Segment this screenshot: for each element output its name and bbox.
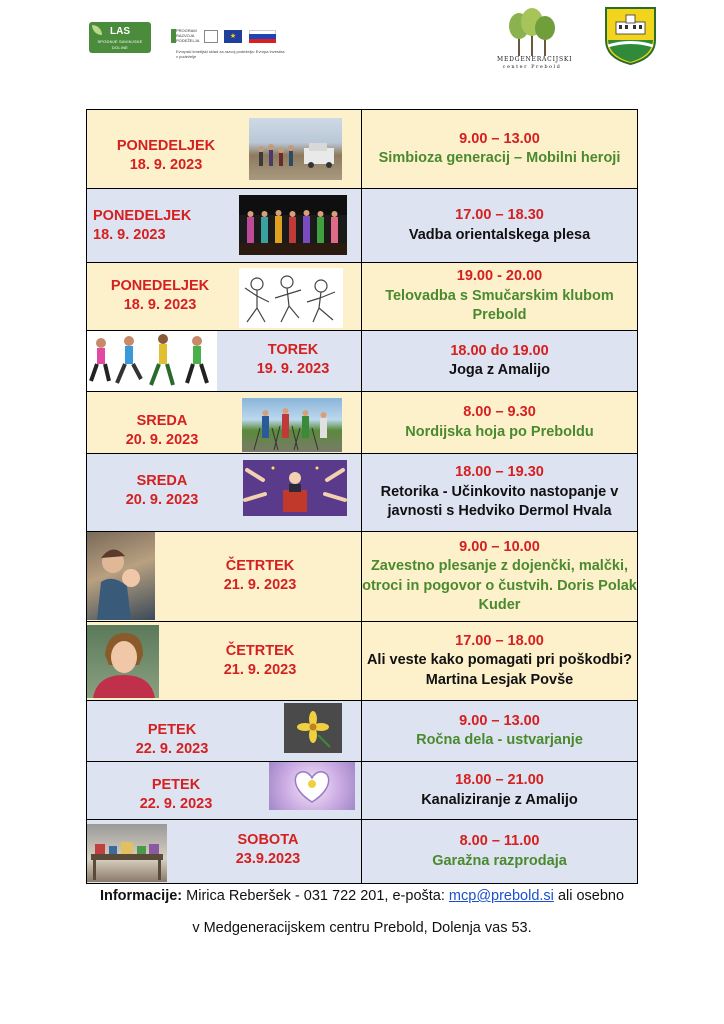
- day-label: [101, 472, 223, 510]
- date: 21. 9. 2023: [223, 577, 297, 593]
- mobile-heroes-photo: [249, 118, 342, 180]
- event-time: 17.00 – 18.30: [455, 207, 544, 223]
- date: 20. 9. 2023: [125, 492, 199, 508]
- day-label: [195, 642, 325, 680]
- prp-line-2: RAZVOJA: [176, 33, 195, 38]
- date: 23.9.2023: [235, 851, 301, 867]
- table-row: [87, 762, 638, 820]
- event-title: Nordijska hoja po Preboldu: [405, 423, 594, 440]
- date: 19. 9. 2023: [256, 361, 330, 377]
- weekday: PONEDELJEK: [93, 208, 192, 224]
- day-label: [209, 831, 327, 869]
- date: 18. 9. 2023: [123, 297, 197, 313]
- table-row: [87, 392, 638, 454]
- garage-sale-photo: [87, 824, 167, 882]
- table-row: [87, 701, 638, 762]
- date: 22. 9. 2023: [135, 741, 209, 757]
- day-cell: [87, 392, 362, 454]
- prp-line-3: PODEŽELJA: [176, 38, 200, 43]
- weekday: SREDA: [136, 473, 188, 489]
- page-header: [0, 0, 724, 100]
- rhetoric-illustration: [243, 460, 347, 516]
- day-cell: [87, 532, 362, 622]
- weekday: ČETRTEK: [225, 643, 295, 659]
- table-row: [87, 532, 638, 622]
- day-label: [109, 776, 243, 814]
- weekday: PETEK: [151, 777, 201, 793]
- event-cell: [362, 331, 638, 392]
- weekday: ČETRTEK: [225, 558, 295, 574]
- event-schedule-table: [86, 109, 638, 884]
- nordic-walking-photo: [242, 398, 342, 452]
- table-row: [87, 454, 638, 532]
- day-label: [101, 137, 231, 175]
- event-cell: [362, 392, 638, 454]
- portrait-photo: [87, 625, 159, 698]
- weekday: SREDA: [136, 413, 188, 429]
- event-cell: [362, 701, 638, 762]
- weekday: PONEDELJEK: [116, 138, 216, 154]
- heart-daisy-image: [269, 762, 355, 810]
- intergenerational-center-logo: [497, 8, 573, 96]
- info-label: Informacije:: [99, 888, 183, 904]
- event-time: 9.00 – 13.00: [459, 712, 540, 729]
- table-row: [87, 110, 638, 189]
- org-title: MEDGENERACIJSKI: [497, 56, 573, 63]
- slovenia-flag-icon: [249, 30, 276, 43]
- las-logo-subtext: SPODNJE SAVINJSKE DOLINE: [97, 39, 143, 50]
- table-row: [87, 820, 638, 884]
- event-time: 9.00 – 10.00: [459, 538, 540, 555]
- day-label: [195, 557, 325, 595]
- day-label: [117, 721, 227, 759]
- address-line: v Medgeneracijskem centru Prebold, Dolenja vas 53.: [192, 920, 532, 936]
- day-cell: [87, 454, 362, 532]
- table-row: [87, 622, 638, 701]
- event-time: 18.00 – 19.30: [455, 464, 544, 481]
- event-time: 18.00 do 19.00: [450, 342, 549, 359]
- event-title: Joga z Amalijo: [449, 362, 550, 378]
- date: 21. 9. 2023: [223, 662, 297, 678]
- event-time: 9.00 – 13.00: [459, 130, 540, 147]
- event-title: Zavestno plesanje z dojenčki, malčki, otroci in pogovor o čustvih. Doris Polak Kuder: [362, 558, 637, 613]
- event-title: Retorika - Učinkovito nastopanje v javnosti s Hedviko Dermol Hvala: [380, 483, 619, 520]
- day-cell: [87, 622, 362, 701]
- table-row: [87, 263, 638, 331]
- day-cell: [87, 263, 362, 331]
- event-cell: [362, 532, 638, 622]
- event-time: 18.00 – 21.00: [455, 772, 544, 788]
- event-time: 19.00 - 20.00: [456, 268, 543, 285]
- prebold-coat-of-arms-icon: [604, 6, 657, 66]
- event-title: Kanaliziranje z Amalijo: [421, 791, 578, 808]
- email-link[interactable]: mcp@prebold.si: [448, 888, 554, 904]
- event-cell: [362, 110, 638, 189]
- day-cell: [87, 701, 362, 762]
- day-cell: [87, 762, 362, 820]
- event-cell: [362, 762, 638, 820]
- event-title: Telovadba s Smučarskim klubom Prebold: [385, 287, 614, 324]
- day-cell: [87, 820, 362, 884]
- day-cell: [87, 110, 362, 189]
- prp-line-1: PROGRAM: [176, 28, 197, 33]
- event-time: 17.00 – 18.00: [455, 632, 544, 649]
- day-cell: [87, 189, 362, 263]
- event-cell: [362, 263, 638, 331]
- trees-icon: [506, 8, 558, 56]
- date: 18. 9. 2023: [129, 157, 203, 173]
- funding-caption: Evropski kmetijski sklad za razvoj podeželja: Evropa investira v podeželje: [176, 49, 285, 59]
- table-row: [87, 189, 638, 263]
- day-label: [97, 277, 223, 315]
- eu-flag-icon: ★: [224, 30, 242, 43]
- event-cell: [362, 820, 638, 884]
- rural-development-text: [176, 28, 206, 43]
- weekday: PETEK: [147, 722, 197, 738]
- oriental-dance-photo: [239, 195, 347, 255]
- event-title: Ali veste kako pomagati pri poškodbi? Martina Lesjak Povše: [366, 652, 633, 688]
- org-subtitle: center Prebold: [502, 64, 562, 70]
- event-title: Garažna razprodaja: [432, 852, 567, 869]
- las-logo-text: LAS: [110, 26, 130, 37]
- event-time: 8.00 – 11.00: [459, 833, 540, 849]
- weekday: SOBOTA: [237, 832, 299, 848]
- las-logo: [89, 22, 151, 53]
- day-label: [89, 207, 209, 245]
- yoga-illustration: [87, 331, 217, 391]
- exercise-drawing: [239, 268, 343, 328]
- date: 20. 9. 2023: [125, 432, 199, 448]
- flower-craft-photo: [284, 703, 342, 753]
- date: 18. 9. 2023: [93, 227, 166, 243]
- date: 22. 9. 2023: [139, 796, 213, 812]
- event-title: Ročna dela - ustvarjanje: [416, 732, 583, 748]
- event-cell: [362, 454, 638, 532]
- weekday: PONEDELJEK: [110, 278, 210, 294]
- event-time: 8.00 – 9.30: [463, 404, 536, 420]
- weekday: TOREK: [267, 342, 319, 358]
- day-cell: [87, 331, 362, 392]
- event-cell: [362, 622, 638, 701]
- event-title: Vadba orientalskega plesa: [408, 226, 591, 243]
- event-title: Simbioza generacij – Mobilni heroji: [378, 150, 621, 166]
- day-label: [233, 341, 353, 379]
- day-label: [101, 412, 223, 450]
- contact-info: [0, 886, 724, 906]
- contact-suffix: ali osebno: [557, 888, 625, 904]
- event-cell: [362, 189, 638, 263]
- eafrd-logo: [204, 30, 218, 43]
- contact-person: Mirica Reberšek - 031 722 201, e-pošta:: [186, 888, 445, 904]
- mother-child-photo: [87, 532, 155, 620]
- table-row: [87, 331, 638, 392]
